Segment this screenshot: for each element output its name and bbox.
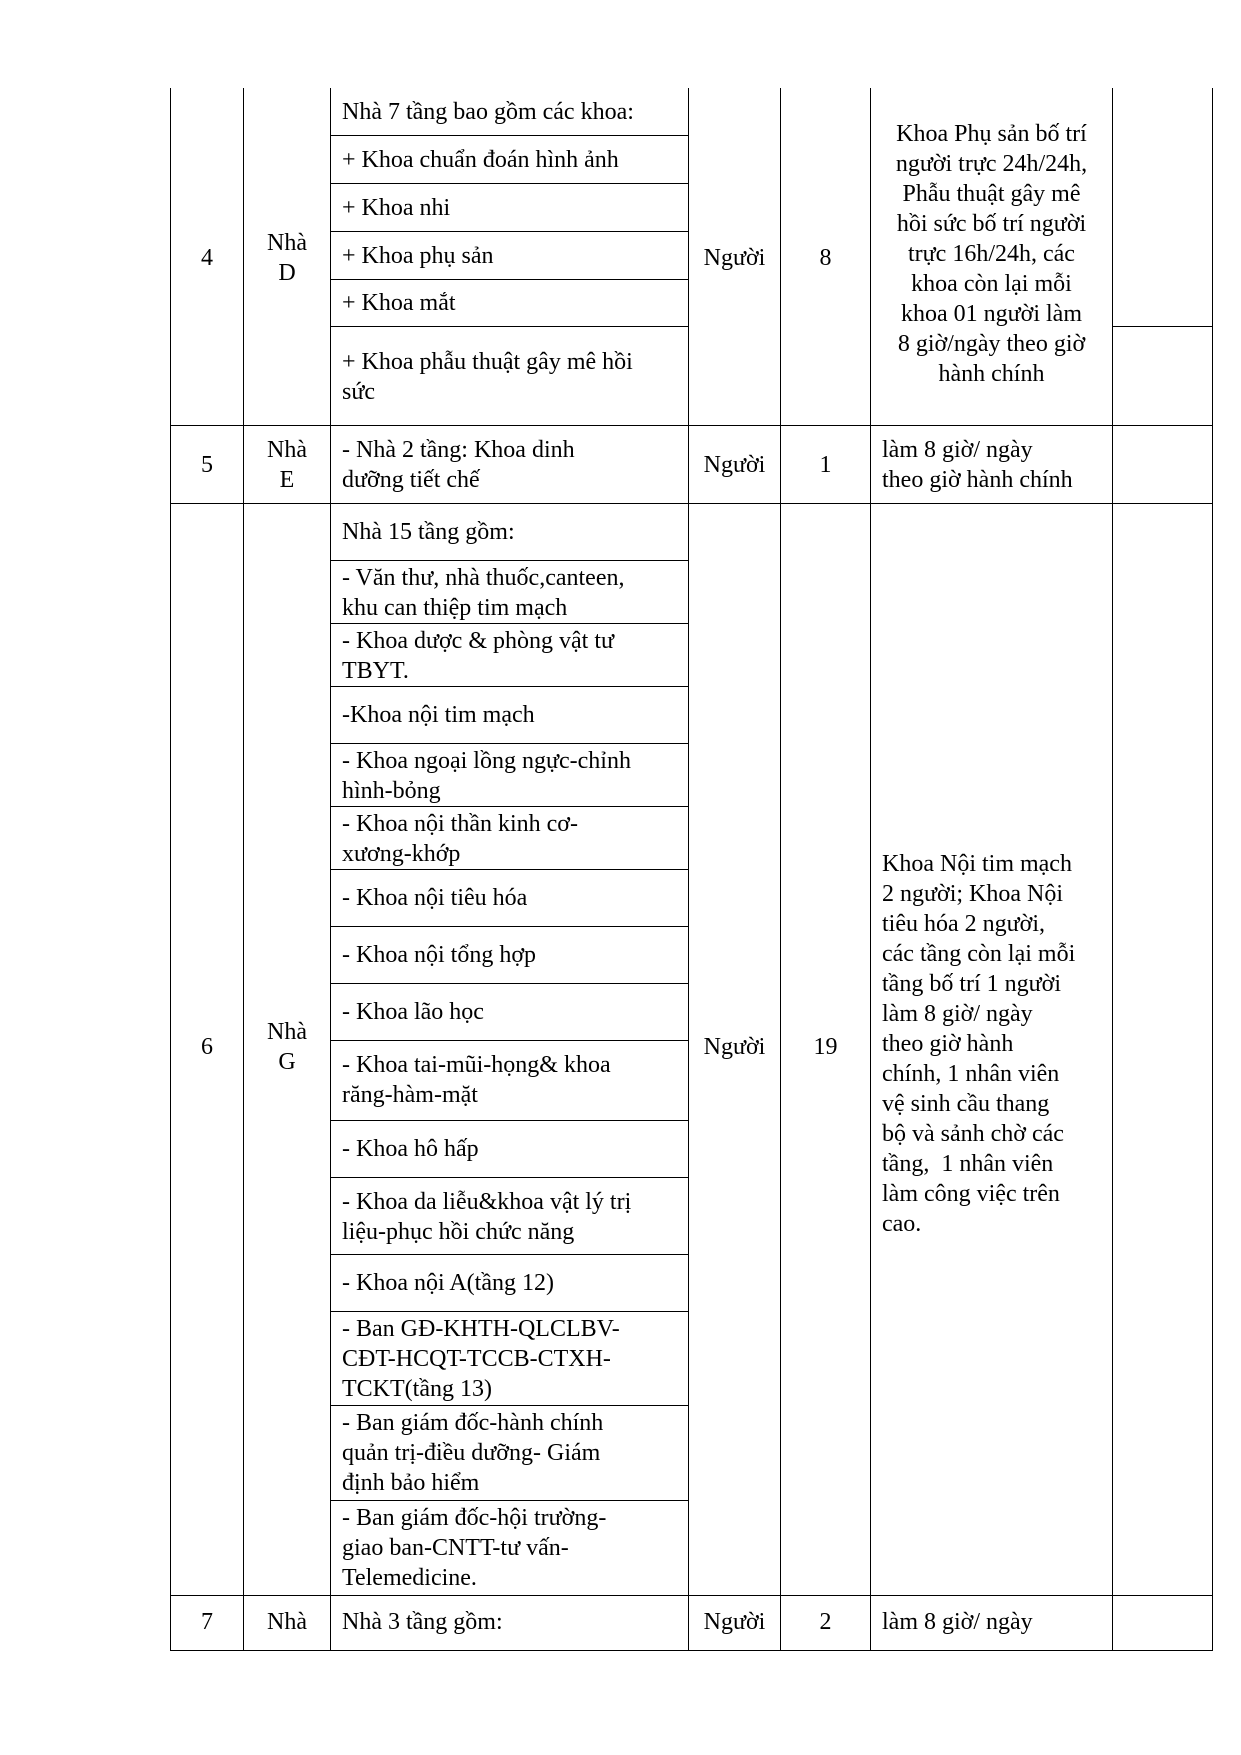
item-text: + Khoa phụ sản xyxy=(342,243,494,269)
item-border xyxy=(330,743,689,744)
note-line: vệ sinh cầu thang xyxy=(882,1091,1050,1117)
item-line: - Văn thư, nhà thuốc,canteen, xyxy=(342,565,625,591)
unit-cell: Người xyxy=(703,1034,766,1060)
item-line: - Khoa tai-mũi-họng& khoa xyxy=(342,1052,611,1078)
item-border xyxy=(330,686,689,687)
note-line: khoa 01 người làm xyxy=(900,301,1082,327)
note-line: theo giờ hành xyxy=(882,1031,1014,1057)
building-name xyxy=(244,228,330,288)
note-line: hành chính xyxy=(938,361,1045,387)
item-line: giao ban-CNTT-tư vấn- xyxy=(342,1535,569,1561)
item-border xyxy=(330,231,689,232)
item-line: răng-hàm-mặt xyxy=(342,1082,478,1108)
note-line: cao. xyxy=(882,1211,922,1237)
item-border xyxy=(330,983,689,984)
item-line: liệu-phục hồi chức năng xyxy=(342,1219,575,1245)
item-border xyxy=(330,1120,689,1121)
column-divider xyxy=(243,88,244,1651)
item-text xyxy=(342,1408,692,1498)
note-line: tầng bố trí 1 người xyxy=(882,971,1062,997)
row-number: 6 xyxy=(201,1034,213,1060)
item-text xyxy=(342,1314,692,1404)
item-text: - Khoa nội tiêu hóa xyxy=(342,885,528,911)
item-text xyxy=(342,1503,692,1593)
item-line: quản trị-điều dưỡng- Giám xyxy=(342,1440,601,1466)
note-line: làm công việc trên xyxy=(882,1181,1060,1207)
building-name xyxy=(244,1017,330,1077)
item-text xyxy=(342,435,692,495)
quantity-cell: 8 xyxy=(819,245,832,271)
quantity-cell: 1 xyxy=(819,452,832,478)
item-text: Nhà 3 tầng gồm: xyxy=(342,1609,503,1635)
note-line: 8 giờ/ngày theo giờ xyxy=(897,331,1086,357)
item-text: + Khoa nhi xyxy=(342,195,451,221)
note-line: người trực 24h/24h, xyxy=(895,151,1088,177)
item-border xyxy=(330,1040,689,1041)
item-line: sức xyxy=(342,379,375,405)
item-text: + Khoa chuẩn đoán hình ảnh xyxy=(342,147,619,173)
item-text xyxy=(342,809,692,869)
item-line: + Khoa phẫu thuật gây mê hồi xyxy=(342,349,633,375)
item-text: - Khoa nội A(tầng 12) xyxy=(342,1270,554,1296)
unit-cell: Người xyxy=(703,245,766,271)
note-cell xyxy=(882,849,1110,1239)
item-line: hình-bỏng xyxy=(342,778,441,804)
item-line: - Ban giám đốc-hội trường- xyxy=(342,1505,607,1531)
item-border xyxy=(1112,326,1213,327)
item-line: - Ban GĐ-KHTH-QLCLBV- xyxy=(342,1316,620,1342)
note-line: hồi sức bố trí người xyxy=(896,211,1087,237)
item-text: - Khoa hô hấp xyxy=(342,1136,479,1162)
row-border xyxy=(170,425,1213,426)
item-text: -Khoa nội tim mạch xyxy=(342,702,535,728)
building-code: G xyxy=(278,1049,296,1075)
item-line: khu can thiệp tim mạch xyxy=(342,595,568,621)
column-divider xyxy=(780,88,781,1651)
note-line: trực 16h/24h, các xyxy=(908,241,1075,267)
item-text xyxy=(342,1050,692,1110)
unit-cell: Người xyxy=(703,1609,766,1635)
item-border xyxy=(330,135,689,136)
building-code: D xyxy=(278,260,296,286)
item-text xyxy=(342,1187,692,1247)
note-line: 2 người; Khoa Nội xyxy=(882,881,1064,907)
item-border xyxy=(330,279,689,280)
note-line: làm 8 giờ/ ngày xyxy=(882,437,1033,463)
quantity-cell: 19 xyxy=(813,1034,838,1060)
item-border xyxy=(330,1311,689,1312)
note-line: bộ và sảnh chờ các xyxy=(882,1121,1064,1147)
item-text: - Khoa lão học xyxy=(342,999,484,1025)
item-text: + Khoa mắt xyxy=(342,290,456,316)
item-line: xương-khớp xyxy=(342,841,461,867)
item-line: Telemedicine. xyxy=(342,1565,477,1591)
item-border xyxy=(330,623,689,624)
note-cell xyxy=(871,119,1112,389)
item-line: - Khoa da liễu&khoa vật lý trị xyxy=(342,1189,632,1215)
item-line: - Khoa nội thần kinh cơ- xyxy=(342,811,578,837)
item-line: CĐT-HCQT-TCCB-CTXH- xyxy=(342,1346,611,1372)
item-border xyxy=(330,1405,689,1406)
building-code: E xyxy=(279,467,295,493)
building-name: Nhà xyxy=(267,1609,307,1635)
note-line: chính, 1 nhân viên xyxy=(882,1061,1060,1087)
item-text xyxy=(342,746,692,806)
row-number: 4 xyxy=(201,245,213,271)
row-border xyxy=(170,503,1213,504)
note-line: khoa còn lại mỗi xyxy=(911,271,1072,297)
note-cell: làm 8 giờ/ ngày xyxy=(882,1609,1033,1635)
item-border xyxy=(330,926,689,927)
item-line: TCKT(tầng 13) xyxy=(342,1376,492,1402)
note-line: theo giờ hành chính xyxy=(882,467,1073,493)
item-border xyxy=(330,1500,689,1501)
building-label: Nhà xyxy=(267,230,307,256)
item-border xyxy=(330,1254,689,1255)
item-text: Nhà 15 tầng gồm: xyxy=(342,519,515,545)
row-border xyxy=(170,1650,1213,1651)
item-line: TBYT. xyxy=(342,658,409,684)
table-border-left xyxy=(170,88,171,1651)
building-name xyxy=(244,435,330,495)
unit-cell: Người xyxy=(703,452,766,478)
item-border xyxy=(330,806,689,807)
item-border xyxy=(330,869,689,870)
column-divider xyxy=(1112,88,1113,1651)
note-line: Khoa Nội tim mạch xyxy=(882,851,1072,877)
item-border xyxy=(330,326,689,327)
note-line: Phẫu thuật gây mê xyxy=(902,181,1081,207)
row-border xyxy=(170,1595,1213,1596)
item-line: dưỡng tiết chế xyxy=(342,467,480,493)
row-number: 7 xyxy=(201,1609,213,1635)
item-border xyxy=(330,1177,689,1178)
note-line: tầng, 1 nhân viên xyxy=(882,1151,1054,1177)
table-border-right xyxy=(1212,88,1213,1651)
note-line: làm 8 giờ/ ngày xyxy=(882,1001,1033,1027)
quantity-cell: 2 xyxy=(819,1609,832,1635)
item-text xyxy=(342,347,692,407)
note-line: tiêu hóa 2 người, xyxy=(882,911,1046,937)
item-line: - Ban giám đốc-hành chính xyxy=(342,1410,604,1436)
building-label: Nhà xyxy=(267,1019,307,1045)
item-line: - Khoa ngoại lồng ngực-chỉnh xyxy=(342,748,631,774)
item-text xyxy=(342,626,692,686)
item-line: định bảo hiểm xyxy=(342,1470,480,1496)
note-line: Khoa Phụ sản bố trí xyxy=(896,121,1087,147)
item-line: - Nhà 2 tầng: Khoa dinh xyxy=(342,437,575,463)
item-border xyxy=(330,560,689,561)
note-line: các tầng còn lại mỗi xyxy=(882,941,1076,967)
item-text: Nhà 7 tầng bao gồm các khoa: xyxy=(342,99,634,125)
item-border xyxy=(330,183,689,184)
note-cell xyxy=(882,435,1107,495)
building-label: Nhà xyxy=(267,437,307,463)
item-line: - Khoa dược & phòng vật tư xyxy=(342,628,614,654)
item-text: - Khoa nội tổng hợp xyxy=(342,942,537,968)
row-number: 5 xyxy=(201,452,213,478)
item-text xyxy=(342,563,692,623)
